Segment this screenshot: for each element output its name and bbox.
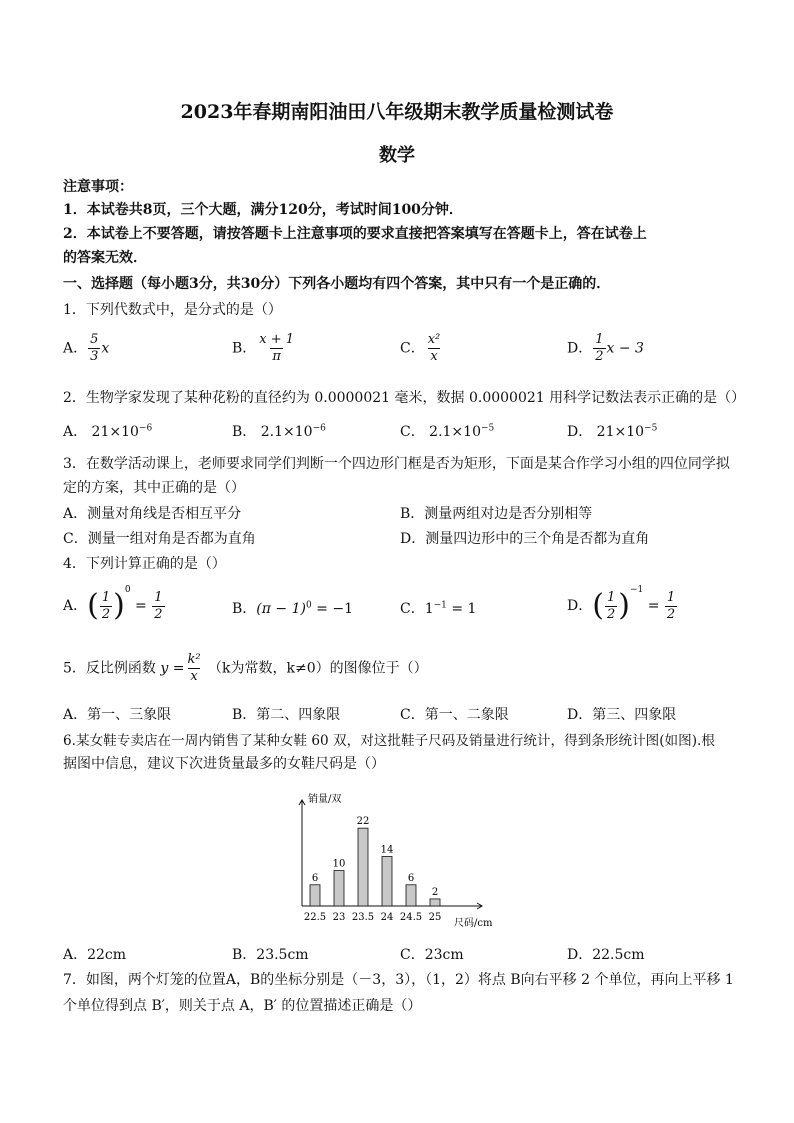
bar xyxy=(334,871,344,906)
q5-stem xyxy=(63,652,428,685)
q6-option-c: C．23cm xyxy=(400,947,464,963)
q4-d-rhs-den: 2 xyxy=(666,606,676,622)
bar xyxy=(358,828,368,906)
notice-item-2b: 的答案无效． xyxy=(63,250,147,266)
q2-b-text: B． 2.1×10 xyxy=(232,424,313,440)
q1-a-den: 3 xyxy=(90,349,99,364)
q1-c-den: x xyxy=(430,349,438,364)
q5-frac-num: k² xyxy=(187,652,201,667)
q2-option-b xyxy=(232,421,326,441)
q4-d-half-den: 2 xyxy=(606,606,616,622)
q5-y-eq: y = xyxy=(160,660,185,677)
q1-option-c xyxy=(400,332,443,365)
exam-title: 2023年春期南阳油田八年级期末教学质量检测试卷 xyxy=(180,101,614,123)
q4-b-expr: (π − 1) xyxy=(256,601,306,617)
q1-a-label: A． xyxy=(63,340,88,357)
q4-c-base: 1 xyxy=(424,601,434,617)
notice-item-1: 1．本试卷共8页，三个大题，满分120分，考试时间100分钟． xyxy=(63,202,463,218)
q1-option-b xyxy=(232,332,297,365)
q1-a-tail: x xyxy=(101,340,110,357)
x-tick-label: 25 xyxy=(428,912,442,923)
shoe-size-bar-chart xyxy=(290,788,515,936)
subject-title: 数学 xyxy=(379,145,415,166)
x-tick-label: 23.5 xyxy=(351,912,375,923)
q2-c-text: C． 2.1×10 xyxy=(400,424,481,440)
notice-heading: 注意事项： xyxy=(63,179,133,195)
q2-option-c xyxy=(400,421,494,441)
q5-option-d: D．第三、四象限 xyxy=(567,707,677,723)
q4-option-d: D．( $\frac{1}{2}$ )$^{-1}$ = $\frac{1}{2}$ xyxy=(567,585,676,623)
q3-option-d: D．测量四边形中的三个角是否都为直角 xyxy=(400,531,650,547)
q5-option-a: A．第一、三象限 xyxy=(63,707,172,723)
q4-b-label: B． xyxy=(232,601,257,617)
q1-a-num: 5 xyxy=(90,332,99,347)
q4-a-rhs-num: 1 xyxy=(154,589,163,605)
y-axis-label: 销量/双 xyxy=(308,794,342,805)
data-label: 6 xyxy=(311,872,319,884)
q6-option-d: D．22.5cm xyxy=(567,947,645,963)
q1-a-fraction xyxy=(88,332,100,365)
bar xyxy=(430,899,440,906)
section-1-heading: 一、选择题（每小题3分，共30分）下列各小题均有四个答案，其中只有一个是正确的． xyxy=(63,276,611,292)
q4-a-half-num: 1 xyxy=(101,589,111,605)
q4-a-exp: 0 xyxy=(124,585,131,595)
q4-d-half xyxy=(605,590,617,623)
q7-stem-1: 7．如图，两个灯笼的位置A，B的坐标分别是（－3，3），（1，2）将点 B向右平移 2 个单位，再向上平移 1 xyxy=(63,972,734,988)
q1-c-fraction xyxy=(426,332,443,365)
q3-option-a: A．测量对角线是否相互平分 xyxy=(63,506,242,522)
q5-frac-den: x xyxy=(190,669,198,684)
q6-stem-2: 据图中信息，建议下次进货量最多的女鞋尺码是（） xyxy=(63,756,385,772)
q1-b-den: π xyxy=(272,349,281,364)
x-axis-label: 尺码/cm xyxy=(454,918,493,929)
q3-option-b: B．测量两组对边是否分别相等 xyxy=(400,506,593,522)
q4-option-c xyxy=(400,598,476,618)
q1-d-num: 1 xyxy=(595,332,604,347)
q3-stem-2: 定的方案，其中正确的是（） xyxy=(63,480,245,496)
q1-stem: 1．下列代数式中，是分式的是（） xyxy=(63,302,282,318)
q1-option-d xyxy=(567,332,644,365)
q6-option-b: B．23.5cm xyxy=(232,947,309,963)
q4-d-rhs xyxy=(665,590,677,623)
q1-d-tail: x − 3 xyxy=(606,340,644,357)
q4-a-rhs xyxy=(152,590,164,623)
q4-a-eq: = xyxy=(135,598,147,614)
q6-stem-1: 6.某女鞋专卖店在一周内销售了某种女鞋 60 双，对这批鞋子尺码及销量进行统计，得到条形统计图(如图).根 xyxy=(63,733,715,749)
q4-option-a: A．( $\frac{1}{2}$ )$^0$ = $\frac{1}{2}$ xyxy=(63,585,163,623)
q3-option-c: C．测量一组对角是否都为直角 xyxy=(63,531,256,547)
x-tick-label: 24.5 xyxy=(399,912,423,923)
q4-d-rhs-num: 1 xyxy=(666,589,676,605)
q5-stem-pre: 5．反比例函数 xyxy=(63,660,156,677)
q1-c-label: C． xyxy=(400,340,425,357)
q1-b-label: B． xyxy=(232,340,257,357)
q4-d-eq: = xyxy=(647,598,660,614)
q1-b-num: x + 1 xyxy=(259,332,295,347)
q3-stem-1: 3．在数学活动课上，老师要求同学们判断一个四边形门框是否为矩形，下面是某合作学习小组的四位同学拟 xyxy=(63,456,730,472)
q1-d-fraction xyxy=(593,332,605,365)
q2-option-a xyxy=(63,421,152,441)
x-tick-label: 24 xyxy=(380,912,394,923)
q5-option-c: C．第一、二象限 xyxy=(400,707,509,723)
bar xyxy=(382,856,392,906)
q4-a-half-den: 2 xyxy=(101,606,111,622)
q4-option-b xyxy=(232,598,353,618)
q4-c-exp: −1 xyxy=(433,600,447,611)
data-label: 22 xyxy=(356,816,370,828)
q1-option-a xyxy=(63,332,109,365)
q5-fraction xyxy=(185,652,202,685)
q2-stem: 2．生物学家发现了某种花粉的直径约为 0.0000021 毫米，数据 0.0000021 用科学记数法表示正确的是（） xyxy=(63,390,746,406)
q4-b-exp: 0 xyxy=(305,600,312,611)
q2-b-exp: −6 xyxy=(312,423,326,434)
data-label: 14 xyxy=(380,844,394,856)
q2-c-exp: −5 xyxy=(480,423,495,434)
q4-d-half-num: 1 xyxy=(606,589,616,605)
q2-option-d xyxy=(567,421,657,441)
q1-c-num: x² xyxy=(427,332,441,347)
q4-b-rhs: = −1 xyxy=(316,601,353,617)
q4-c-label: C． xyxy=(400,601,425,617)
bar xyxy=(310,885,320,906)
q6-option-a: A．22cm xyxy=(63,947,127,963)
q5-option-b: B．第二、四象限 xyxy=(232,707,341,723)
q5-stem-post: （k为常数，k≠0）的图像位于（） xyxy=(208,660,428,677)
q7-stem-2: 个单位得到点 B′，则关于点 A，B′ 的位置描述正确是（） xyxy=(63,998,422,1014)
q4-d-label: D． xyxy=(567,598,593,614)
q4-a-half xyxy=(100,590,112,623)
q2-a-text: A． 21×10 xyxy=(63,424,139,440)
q4-stem: 4．下列计算正确的是（） xyxy=(63,556,226,572)
q2-d-exp: −5 xyxy=(644,423,658,434)
q1-b-fraction xyxy=(257,332,296,365)
notice-item-2a: 2．本试卷上不要答题，请按答题卡上注意事项的要求直接把答案填写在答题卡上，答在试卷上 xyxy=(63,226,647,242)
x-tick-label: 23 xyxy=(332,912,346,923)
q2-a-exp: −6 xyxy=(138,423,153,434)
data-label: 2 xyxy=(431,886,439,898)
q4-d-exp: −1 xyxy=(629,585,644,595)
data-label: 6 xyxy=(407,872,415,884)
bar xyxy=(406,885,416,906)
q1-d-label: D． xyxy=(567,340,593,357)
q2-d-text: D． 21×10 xyxy=(567,424,645,440)
q4-c-rhs: = 1 xyxy=(451,601,477,617)
x-tick-label: 22.5 xyxy=(303,912,327,923)
data-label: 10 xyxy=(332,858,346,870)
q1-d-den: 2 xyxy=(595,349,604,364)
q4-a-rhs-den: 2 xyxy=(154,606,163,622)
q4-a-label: A． xyxy=(63,598,88,614)
